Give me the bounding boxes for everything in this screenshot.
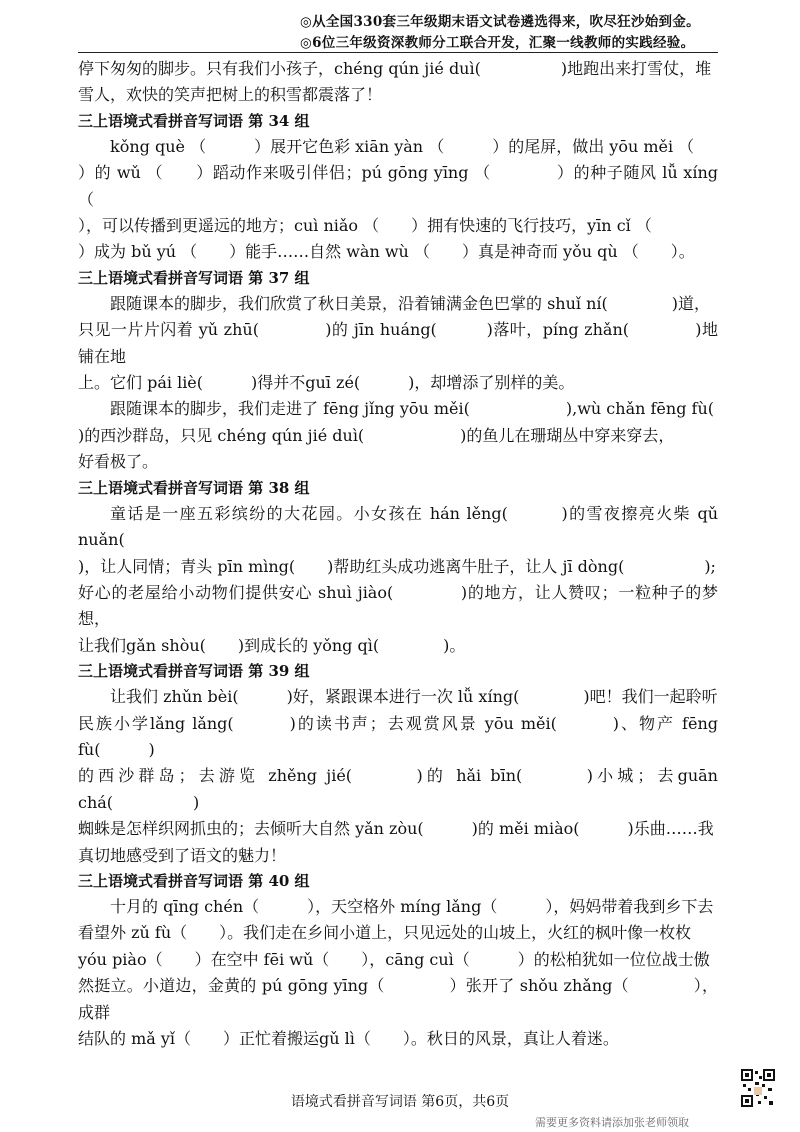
- header-line-1: ◎从全国330套三年级期末语文试卷遴选得来，吹尽狂沙始到金。: [300, 14, 700, 30]
- qr-code-icon: [740, 1068, 776, 1108]
- page-footer: 语境式看拼音写词语 第6页，共6页: [290, 1094, 510, 1110]
- group-34-heading: 三上语境式看拼音写词语 第 34 组: [78, 111, 310, 130]
- group-38-line: 好心的老屋给小动物们提供安心 shuì jiào( )的地方，让人赞叹；一粒种子的梦想，: [78, 582, 718, 629]
- group-39-line: 真切地感受到了语文的魅力！: [78, 845, 287, 865]
- group-34-line: ）的 wǔ （ ）蹈动作来吸引伴侣；pú gōng yīng （ ）的种子随风 lǚ xíng （: [78, 163, 718, 209]
- group-38-line: 童话是一座五彩缤纷的大花园。小女孩在 hán lěng( )的雪夜擦亮火柴 qǔ nuǎn(: [78, 503, 718, 550]
- group-40-line: 十月的 qīng chén（ ），天空格外 míng lǎng（ ），妈妈带着我到乡下去: [110, 896, 714, 916]
- header-divider: [78, 52, 718, 53]
- group-40-line: 然挺立。小道边，金黄的 pú gōng yīng（ ）张开了 shǒu zhǎng（ ），成群: [78, 976, 718, 1022]
- group-39-line: 的西沙群岛；去游览 zhěng jié( )的 hǎi bīn( )小城；去guān chá( ): [78, 766, 718, 812]
- intro-line: 雪人，欢快的笑声把树上的积雪都震落了！: [78, 85, 383, 105]
- group-37-line: 只见一片片闪着 yǔ zhū( )的 jīn huáng( )落叶，píng zhǎn( )地铺在地: [78, 320, 718, 366]
- group-39-line: 让我们 zhǔn bèi( )好，紧跟课本进行一次 lǚ xíng( )吧！我们一起聆听: [110, 687, 718, 707]
- group-37-line: 跟随课本的脚步，我们走进了 fēng jǐng yōu měi( ),wù chǎn fēng fù(: [110, 399, 714, 419]
- group-39-line: 蜘蛛是怎样织网抓虫的；去倾听大自然 yǎn zòu( )的 měi miào( )乐曲……我: [78, 819, 714, 839]
- group-34-line: ），可以传播到更遥远的地方；cuì niǎo （ ）拥有快速的飞行技巧，yīn cǐ （: [78, 216, 652, 236]
- group-38-line: )，让人同情；青头 pīn mìng( )帮助红头成功逃离牛肚子，让人 jī dòng( );: [78, 556, 716, 576]
- group-40-heading: 三上语境式看拼音写词语 第 40 组: [78, 871, 310, 890]
- group-38-line: 让我们gǎn shòu( )到成长的 yǒng qì( )。: [78, 635, 466, 655]
- group-40-line: 结队的 mǎ yǐ（ ）正忙着搬运gǔ lì（ ）。秋日的风景，真让人着迷。: [78, 1029, 619, 1048]
- group-38-heading: 三上语境式看拼音写词语 第 38 组: [78, 478, 310, 497]
- group-34-line: ）成为 bǔ yú （ ）能手……自然 wàn wù （ ）真是神奇而 yǒu qù （ ）。: [78, 242, 695, 262]
- worksheet-body: [78, 56, 718, 1052]
- group-37-line: )的西沙群岛，只见 chéng qún jié duì( )的鱼儿在珊瑚丛中穿来穿去，: [78, 425, 675, 445]
- group-37-line: 跟随课本的脚步，我们欣赏了秋日美景，沿着铺满金色巴掌的 shuǐ ní( )道，: [110, 293, 711, 313]
- group-39-heading: 三上语境式看拼音写词语 第 39 组: [78, 662, 310, 681]
- group-40-line: 看望外 zǔ fù（ ）。我们走在乡间小道上，只见远处的山坡上，火红的枫叶像一枚枚: [78, 923, 692, 943]
- watermark-text: 需要更多资料请添加张老师领取: [535, 1116, 689, 1129]
- group-34-line: kǒng què （ ）展开它色彩 xiān yàn （ ）的尾屏，做出 yōu měi （: [110, 136, 695, 156]
- header-line-2: ◎6位三年级资深教师分工联合开发，汇聚一线教师的实践经验。: [300, 35, 695, 51]
- group-37-line: 好看极了。: [78, 452, 159, 472]
- intro-line: 停下匆匆的脚步。只有我们小孩子，chéng qún jié duì( )地跑出来打雪仗，堆: [78, 59, 712, 78]
- group-37-heading: 三上语境式看拼音写词语 第 37 组: [78, 268, 310, 287]
- group-40-line: yóu piào（ ）在空中 fēi wǔ（ ），cāng cuì（ ）的松柏犹如一位位战士傲: [78, 949, 710, 969]
- group-37-line: 上。它们 pái liè( )得并不guī zé( )，却增添了别样的美。: [78, 373, 575, 393]
- group-39-line: 民族小学lǎng lǎng( )的读书声；去观赏风景 yōu měi( )、物产 fēng fù( ): [78, 713, 718, 759]
